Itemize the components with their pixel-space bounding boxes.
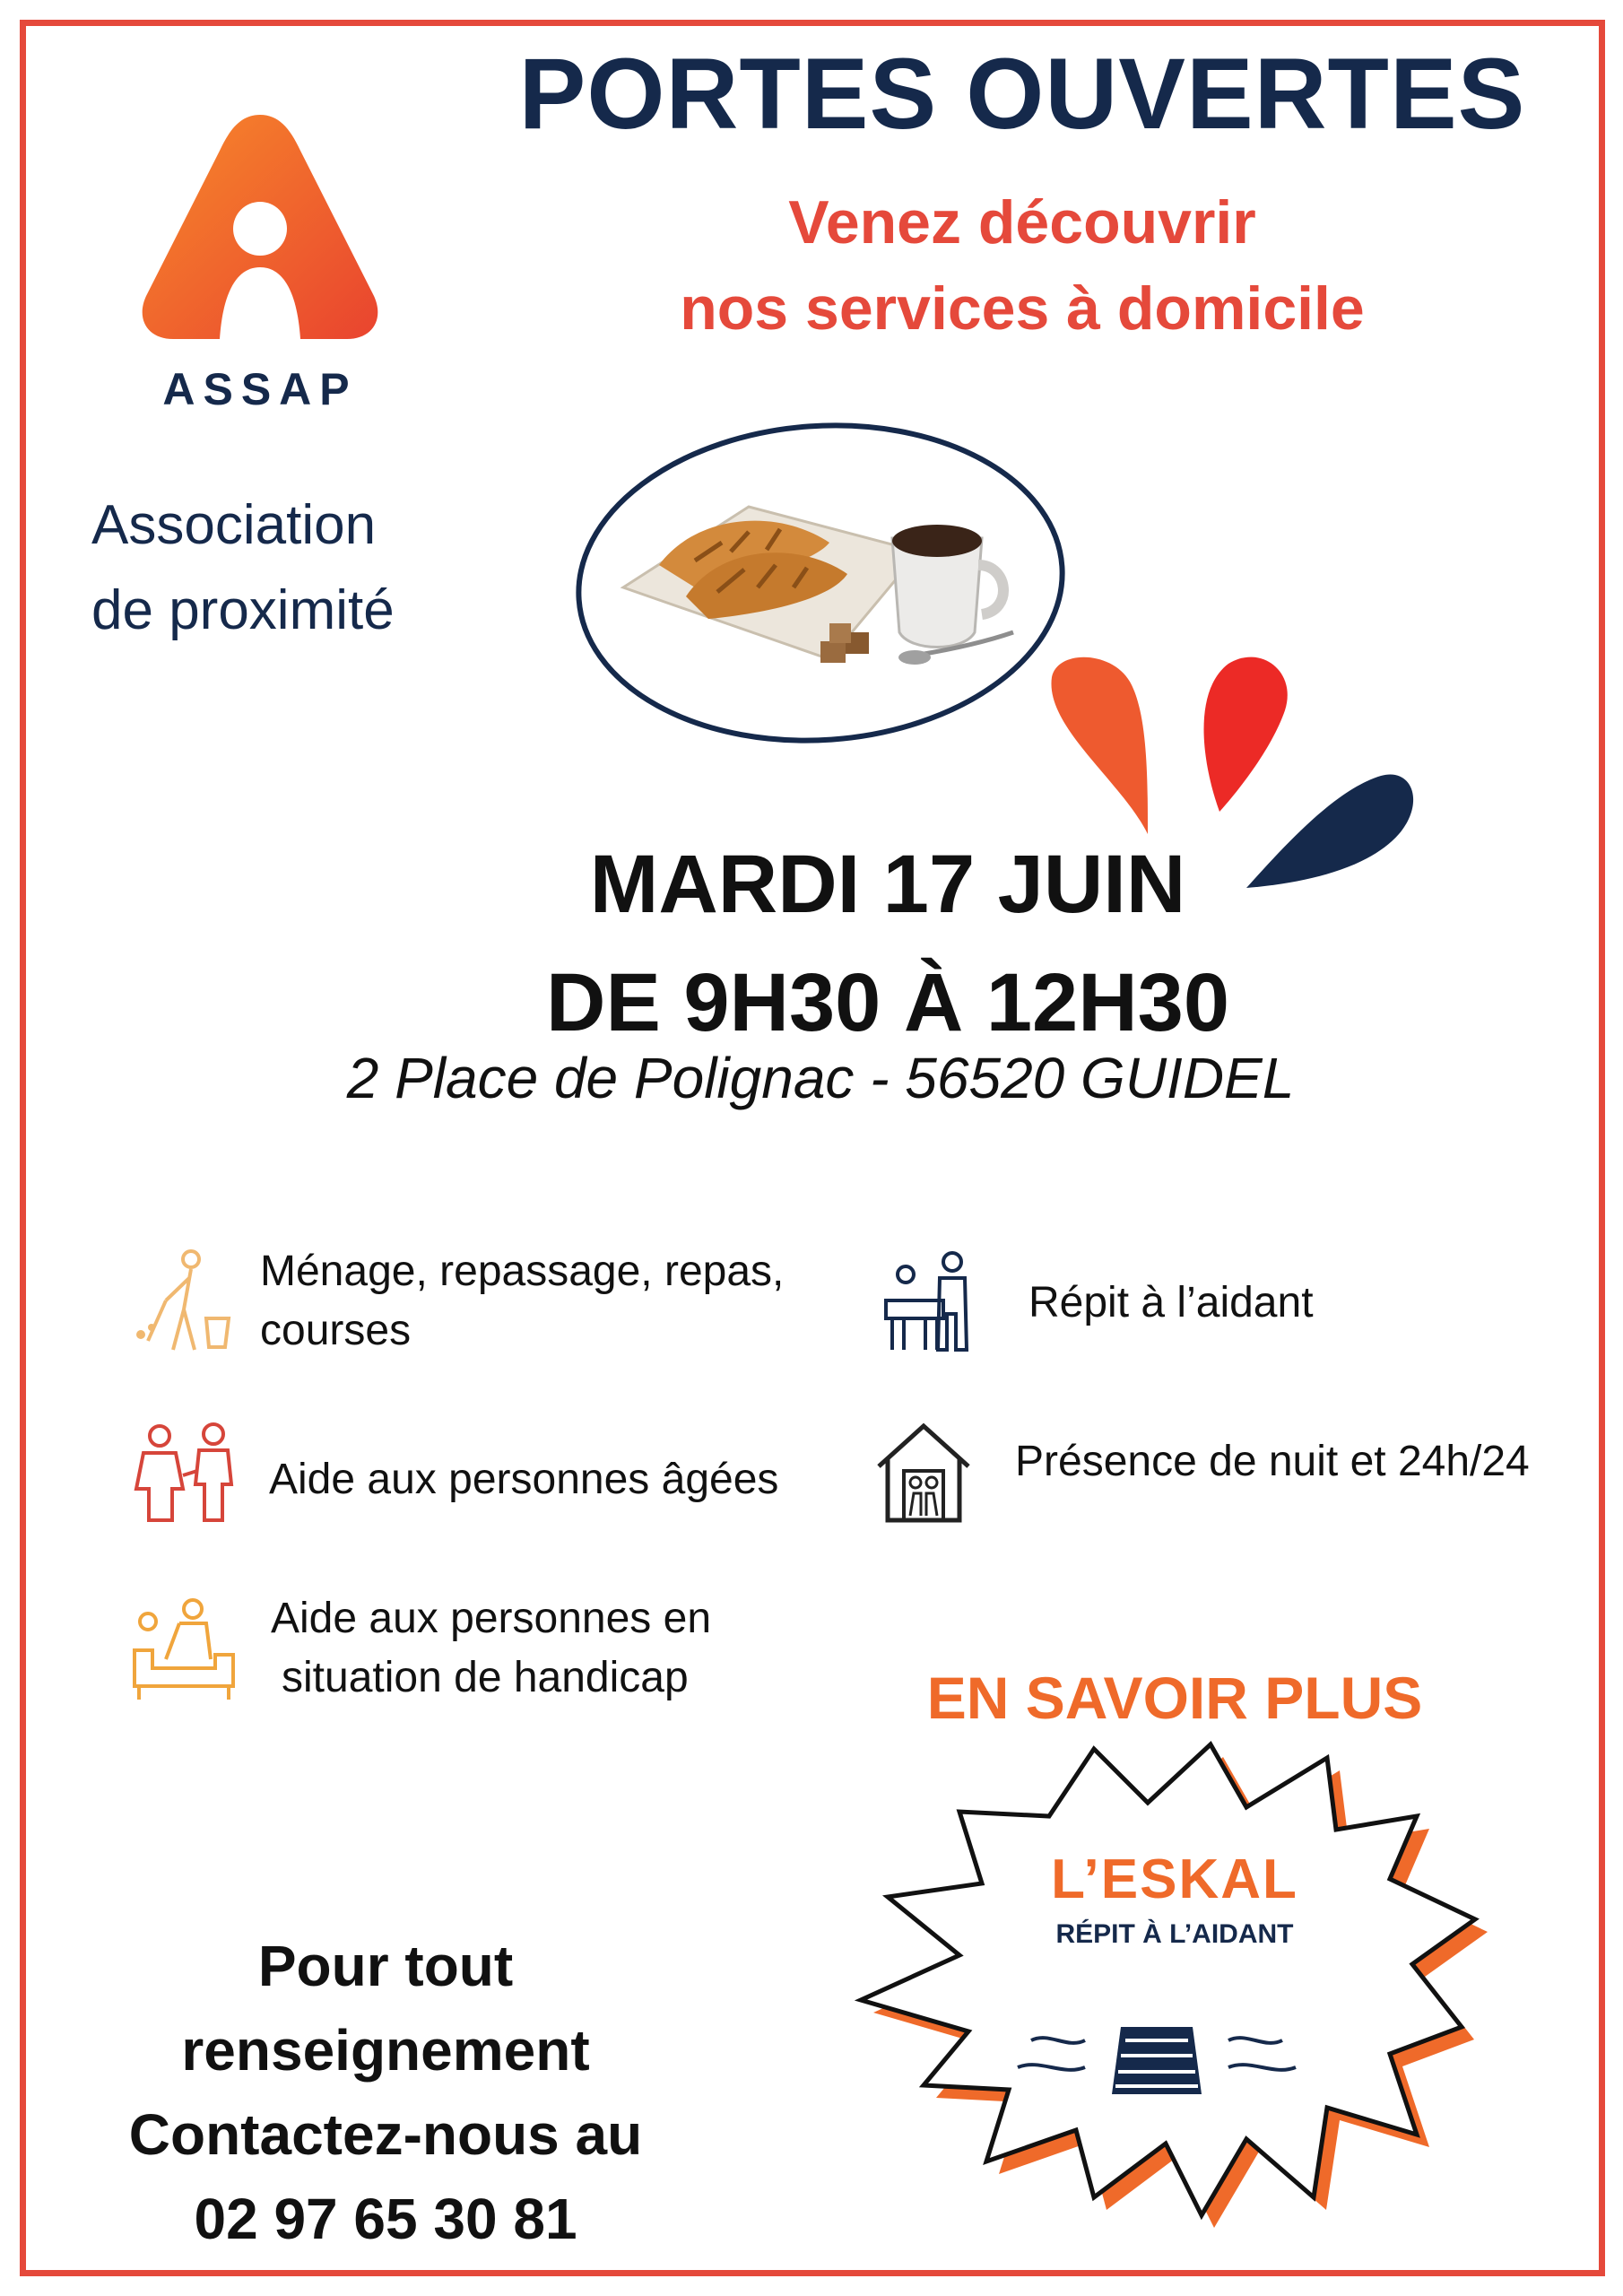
- contact-line-3: Contactez-nous au: [128, 2102, 643, 2167]
- service-elderly: Aide aux personnes âgées: [269, 1456, 779, 1503]
- caregiver-respite-icon: [879, 1251, 973, 1354]
- eskal-brand-subtitle: RÉPIT À L’AIDANT: [1055, 1919, 1294, 1949]
- contact-line-2: renseignement: [181, 2018, 590, 2083]
- subtitle-line-1: Venez découvrir: [788, 188, 1256, 257]
- contact-line-1: Pour tout: [257, 1934, 514, 1998]
- tagline-line-2: de proximité: [91, 579, 395, 641]
- contact-phone[interactable]: 02 97 65 30 81: [194, 2187, 577, 2251]
- tagline-line-1: Association: [91, 494, 377, 556]
- service-respite: Répit à l’aidant: [1028, 1279, 1314, 1326]
- event-date: MARDI 17 JUIN: [589, 839, 1186, 930]
- logo-wordmark: ASSAP: [162, 364, 358, 414]
- burst-speech-bubble-icon: [825, 1731, 1488, 2233]
- subtitle-line-2: nos services à domicile: [680, 274, 1365, 343]
- service-household: [260, 1242, 784, 1361]
- service-household-line-2: courses: [260, 1307, 412, 1354]
- service-household-line-1: Ménage, repassage, repas,: [260, 1248, 785, 1295]
- event-time: DE 9H30 À 12H30: [546, 957, 1229, 1048]
- event-date-time: [377, 825, 1399, 1062]
- learn-more-heading[interactable]: EN SAVOIR PLUS: [926, 1665, 1423, 1731]
- service-disability-line-2: situation de handicap: [282, 1654, 689, 1701]
- night-presence-house-icon: [874, 1422, 973, 1525]
- breakfast-illustration-icon: [560, 408, 1072, 762]
- eskal-brand-name: L’ESKAL: [1051, 1848, 1298, 1910]
- disability-care-icon: [130, 1596, 238, 1704]
- contact-block: [81, 1924, 690, 2261]
- page-subtitle: [502, 179, 1542, 352]
- service-disability: [271, 1589, 711, 1708]
- event-address: 2 Place de Polignac - 56520 GUIDEL: [346, 1046, 1295, 1110]
- service-disability-line-1: Aide aux personnes en: [271, 1595, 712, 1642]
- assap-logo-icon: [130, 108, 390, 345]
- logo-tagline: [91, 483, 395, 653]
- cleaning-icon: [130, 1247, 238, 1354]
- service-night: Présence de nuit et 24h/24: [1015, 1438, 1530, 1485]
- elderly-care-icon: [126, 1422, 242, 1525]
- page-title: PORTES OUVERTES: [518, 38, 1526, 150]
